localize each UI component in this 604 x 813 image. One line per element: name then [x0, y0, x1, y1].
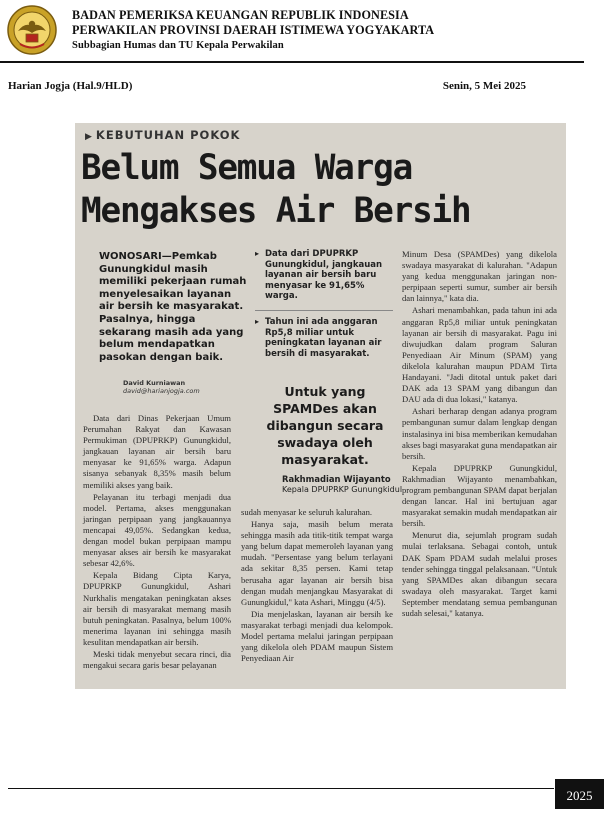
column-1 [83, 413, 231, 672]
bpk-emblem-icon [6, 4, 58, 56]
institution-block [72, 8, 434, 53]
paragraph: Minum Desa (SPAMDes) yang dikelola swadaya masyarakat di kalurahan. "Adapun yang kedua menggunakan jaringan non-perpipaan seperti sumur, sumber air bersih dan lainnya," kata dia. [402, 249, 557, 304]
subdivision: Subbagian Humas dan TU Kepala Perwakilan [72, 40, 284, 51]
paragraph: Menurut dia, sejumlah program sudah mulai terlaksana. Sebagai contoh, untuk DAK Spam PDAM sudah melalui proses tender sehingga tinggal pelaksanaan. "Untuk yang SPAMDes akan dibangun secara swadaya oleh masyarakat. Target kami September mendatang semua pembangunan sudah selesai," katanya. [402, 530, 557, 618]
headline-line-2: Mengakses Air Bersih [81, 191, 471, 231]
letterhead [0, 0, 604, 62]
paragraph: Ashari menambahkan, pada tahun ini ada anggaran Rp5,8 miliar untuk peningkatan layanan air bersih di masyarakat. Pagu ini diwujudkan dalam program Saluran Penyediaan Air Minum (SPAM) yang dikelola kalurahan maupun PDAM Tirta Handayani. "Jadi ditotal untuk paket dari DAK ada 13 SPAM yang dibangun dan DAU ada di dua lokasi," katanya. [402, 305, 557, 405]
paragraph: Kepala Bidang Cipta Karya, DPUPRKP Gunungkidul, Ashari Nurkhalis mengatakan peningkatan akses air bersih di masyarakat memang masih butuh peningkatan. Pasalnya, belum 100% menerima layanan ini sehingga masih kesulitan mendapatkan air bersih. [83, 570, 231, 647]
paragraph: Meski tidak menyebut secara rinci, dia mengakui secara garis besar pelayanan [83, 648, 231, 671]
highlight-1: ▸ Data dari DPUPRKP Gunungkidul, jangkauan layanan air bersih baru menyasar ke 91,65% warga. [255, 249, 393, 302]
quote-attribution [282, 474, 402, 495]
headline [81, 147, 542, 233]
column-3 [402, 249, 557, 620]
headline-line-1: Belum Semua Warga [81, 148, 413, 188]
regional-office: PERWAKILAN PROVINSI DAERAH ISTIMEWA YOGYAKARTA [72, 23, 435, 37]
institution-name: BADAN PEMERIKSA KEUANGAN REPUBLIK INDONESIA [72, 8, 409, 22]
kicker [85, 128, 240, 142]
paragraph: Dia menjelaskan, layanan air bersih ke masyarakat terbagi menjadi dua kelompok. Model pertama melalui jaringan perpipaan yang dikelola oleh PDAM maupun Sistem Penyediaan Air [241, 608, 393, 664]
quote-title: Kepala DPUPRKP Gunungkidul [282, 485, 403, 494]
column-2 [241, 507, 393, 665]
paragraph: Kepala DPUPRKP Gunungkidul, Rakhmadian Wijayanto menambahkan, program pembangunan SPAM dapat berjalan dengan lancar. Hal ini bertujuan agar masyarakat semakin mudah mendapatkan air bersih. [402, 462, 557, 529]
highlight-divider [255, 310, 393, 311]
date-label: Senin, 5 Mei 2025 [442, 80, 526, 92]
pull-quote: Untuk yang SPAMDes akan dibangun secara swadaya oleh masyarakat. [266, 384, 384, 467]
kicker-text: KEBUTUHAN POKOK [95, 128, 241, 142]
author-name: David Kurniawan [123, 379, 186, 387]
footer-divider [8, 788, 554, 789]
highlight-2: ▸ Tahun ini ada anggaran Rp5,8 miliar untuk peningkatan layanan air bersih di masyarakat. [255, 317, 393, 359]
paragraph: Pelayanan itu terbagi menjadi dua model. Pertama, akses menggunakan jaringan perpipaan yang jangkauannya mencapai 49,05%. Sedangkan kedua, dengan model bukan perpipaan mampu menyasar akses air bersih ke masyarakat sebesar 42,6%. [83, 491, 231, 569]
page-number-badge: 2025 [555, 779, 604, 809]
newspaper-clipping [75, 123, 566, 689]
paragraph: Ashari berharap dengan adanya program pembangunan sumur dalam lengkap dengan instalasinya ini bisa memberikan kemudahan akses bagi masyarakat guna mendapatkan air bersih. [402, 406, 557, 461]
triangle-icon: ▶ [85, 132, 93, 142]
header-divider [0, 61, 584, 63]
paragraph: Data dari Dinas Pekerjaan Umum Perumahan Rakyat dan Kawasan Permukiman (DPUPRKP) Gunungkidul, jangkauan layanan air bersih baru menyasar ke 91,65% warga. Adapun sisanya sebanyak 8,35% masih belum memiliki akses yang baik. [83, 413, 231, 490]
byline [123, 379, 200, 395]
author-email: david@harianjogja.com [123, 387, 200, 395]
highlights-box [255, 249, 393, 367]
paragraph: sudah menyasar ke seluruh kalurahan. [241, 507, 373, 517]
paragraph: Hanya saja, masih belum merata sehingga masih ada titik-titik tempat warga yang belum dapat memeroleh layanan yang mudah. "Persentase yang belum terlayani ada sekitar 8,35 persen. Kami tetap berusaha agar layanan air bersih bisa dengan mudah menjangkau Masyarakat di Gunungkidul," kata Ashari, Minggu (4/5). [241, 519, 393, 607]
source-label: Harian Jogja (Hal.9/HLD) [8, 80, 133, 92]
lede: WONOSARI—Pemkab Gunungkidul masih memiliki pekerjaan rumah menyelesaikan layanan air bersih ke masyarakat. Pasalnya, hingga sekarang masih ada yang belum mendapatkan pasokan dengan baik. [99, 251, 247, 363]
quote-name: Rakhmadian Wijayanto [282, 474, 391, 484]
